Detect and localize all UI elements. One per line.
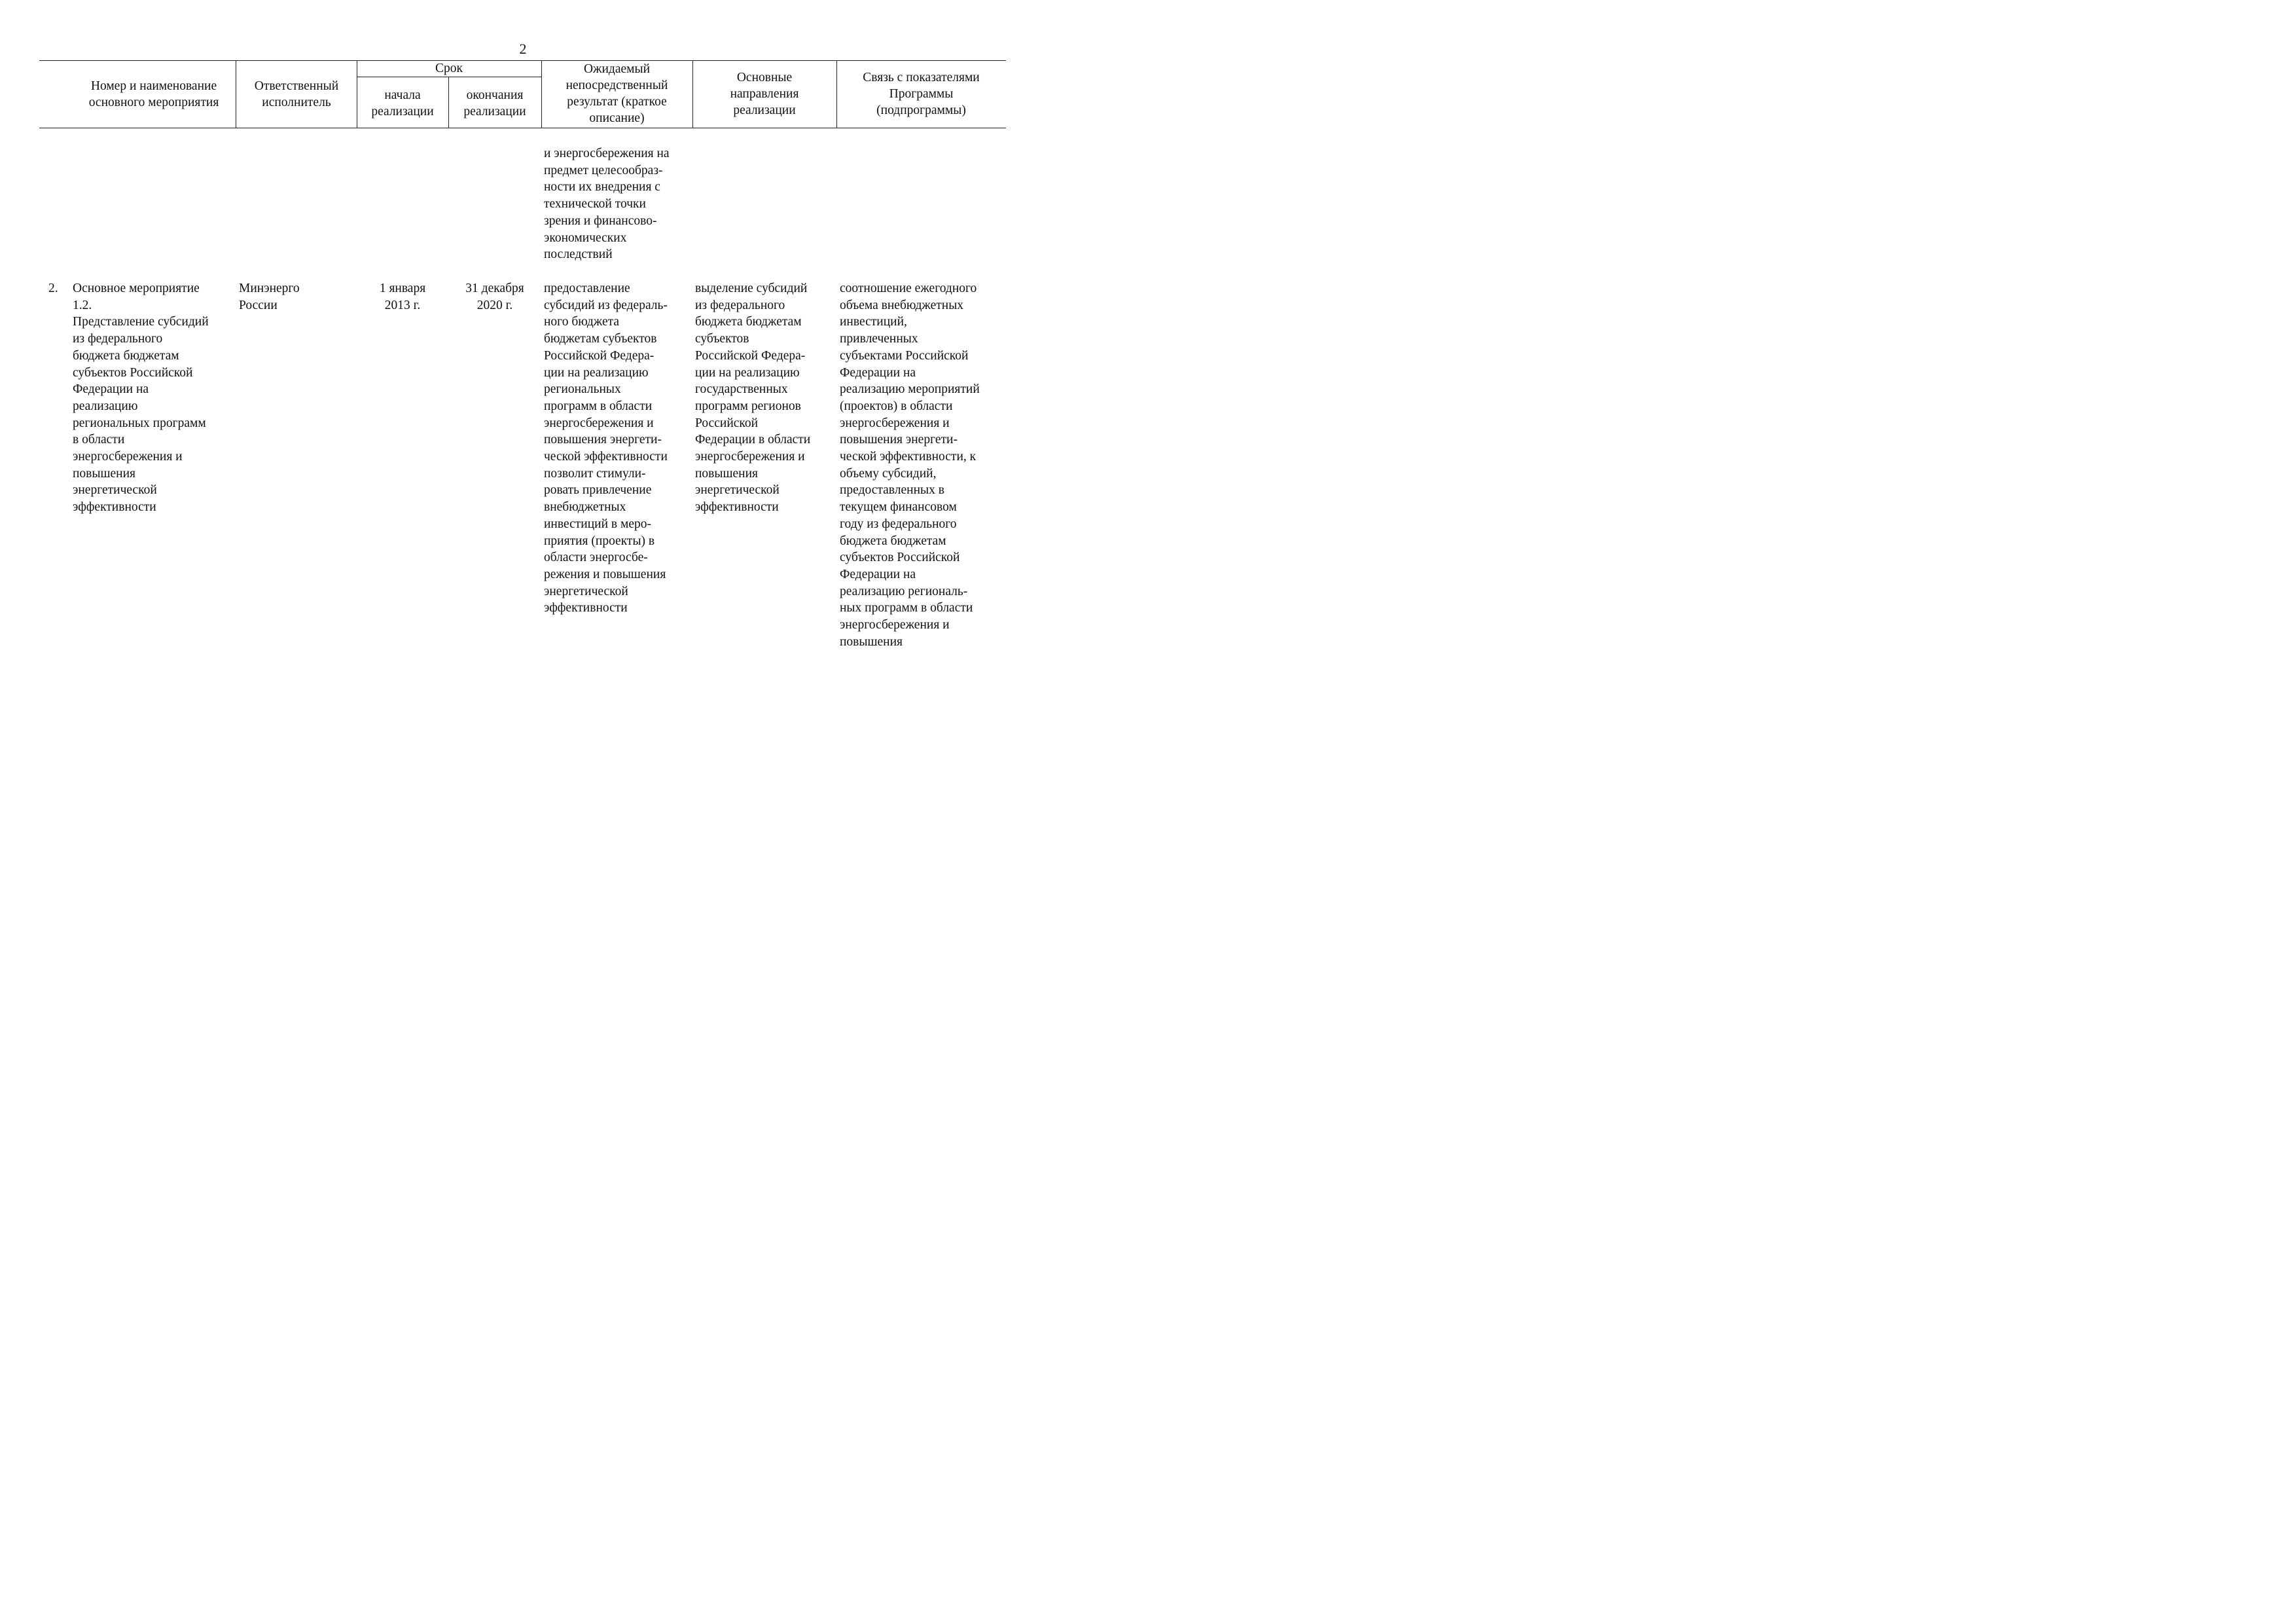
page-number: 2	[519, 41, 527, 57]
row-number: 2.	[48, 282, 58, 295]
row-name: Основное мероприятие 1.2. Представление субсидий из федерального бюджета бюджетам субъектов Российской Федерации на реализацию региональных программ в области энергосбережения и повышения энергетической эффективности	[73, 282, 209, 515]
header-name: Номер и наименование основного мероприятия	[88, 79, 219, 109]
header-executor: Ответственный исполнитель	[254, 79, 339, 109]
header-directions: Основные направления реализации	[730, 71, 799, 117]
header-start: начала реализации	[371, 88, 434, 119]
header-end: окончания реализации	[463, 88, 526, 119]
row-expected-result: предоставление субсидий из федераль- ного бюджета бюджетам субъектов Российской Федера- ции на реализацию региональных программ в области энергосбережения и повышения энергети- ческой эффективности позволит стимули- ровать привлечение внебюджетных инвестиций в меро- приятия (проекты) в области энергосбе- режения и повышения энергетической эффективности	[544, 282, 668, 615]
row-end-date: 31 декабря 2020 г.	[465, 282, 524, 312]
row-start-date: 1 января 2013 г.	[379, 282, 426, 312]
header-link: Связь с показателями Программы (подпрограммы)	[863, 71, 980, 117]
row-indicator-link: соотношение ежегодного объема внебюджетных инвестиций, привлеченных субъектами Российской Федерации на реализацию мероприятий (проектов) в области энергосбережения и повышения энергети- ческой эффективности, к объему субсидий, предоставленных в текущем финансовом году из федерального бюджета бюджетам субъектов Российской Федерации на реализацию региональ- ных программ в области энергосбережения и повышения	[840, 282, 980, 649]
header-result: Ожидаемый непосредственный результат (краткое описание)	[565, 62, 668, 125]
row-directions: выделение субсидий из федерального бюджета бюджетам субъектов Российской Федера- ции на реализацию государственных программ регионов Российской Федерации в области энергосбережения и повышения энергетической эффективности	[695, 282, 811, 515]
row-executor: Минэнерго России	[239, 282, 300, 312]
continuation-result: и энергосбережения на предмет целесообраз- ности их внедрения с технической точки зрения и финансово- экономических последствий	[544, 147, 670, 262]
header-srok: Срок	[435, 62, 463, 75]
